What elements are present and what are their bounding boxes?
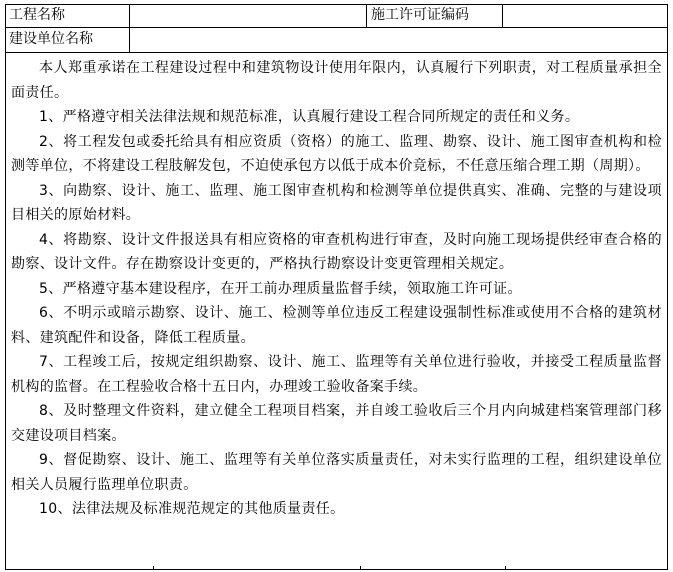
owner-field[interactable] [130, 27, 668, 52]
stub-divider [505, 566, 506, 570]
commitment-item-1: 1、严格遵守相关法律法规和规范标准，认真履行建设工程合同所规定的责任和义务。 [39, 109, 580, 125]
commitment-item-8: 8、及时整理文件资料，建立健全工程项目档案，并自竣工验收后三个月内向城建档案管理部门移交建设项目档案。 [11, 403, 662, 444]
stub-divider [5, 566, 6, 570]
permit-number-field[interactable] [503, 4, 668, 27]
commitment-item-9: 9、督促勘察、设计、施工、监理等有关单位落实质量责任，对未实行监理的工程，组织建设单位相关人员履行监理单位职责。 [11, 452, 662, 493]
project-name-label: 工程名称 [5, 4, 130, 27]
commitment-item-7: 7、工程竣工后，按规定组织勘察、设计、施工、监理等有关单位进行验收，并接受工程质量监督机构的监督。在工程验收合格十五日内，办理竣工验收备案手续。 [11, 354, 662, 395]
commitment-item-4: 4、将勘察、设计文件报送具有相应资格的审查机构进行审查，及时向施工现场提供经审查合格的勘察、设计文件。存在勘察设计变更的，严格执行勘察设计变更管理相关规定。 [11, 231, 662, 272]
commitment-body [5, 52, 668, 570]
project-name-field[interactable] [130, 4, 367, 27]
commitment-item-3: 3、向勘察、设计、施工、监理、施工图审查机构和检测等单位提供真实、准确、完整的与建设项目相关的原始材料。 [11, 182, 662, 223]
header-row-owner [5, 27, 668, 53]
commitment-form [5, 4, 668, 570]
owner-label: 建设单位名称 [5, 27, 130, 52]
permit-number-label: 施工许可证编码 [367, 4, 503, 27]
header-row-project [5, 4, 668, 28]
commitment-item-5: 5、严格遵守基本建设程序，在开工前办理质量监督手续，领取施工许可证。 [39, 280, 522, 297]
commitment-intro: 本人郑重承诺在工程建设过程中和建筑物设计使用年限内，认真履行下列职责，对工程质量承担全面责任。 [11, 60, 662, 101]
commitment-item-6: 6、不明示或暗示勘察、设计、施工、检测等单位违反工程建设强制性标准或使用不合格的建筑材料、建筑配件和设备，降低工程质量。 [11, 305, 662, 346]
stub-divider [667, 566, 668, 570]
next-row-stub [5, 566, 668, 570]
stub-divider [153, 566, 154, 570]
stub-divider [360, 566, 361, 570]
commitment-item-10: 10、法律法规及标准规范规定的其他质量责任。 [39, 501, 345, 517]
commitment-item-2: 2、将工程发包或委托给具有相应资质（资格）的施工、监理、勘察、设计、施工图审查机构和检测等单位，不将建设工程肢解发包，不迫使承包方以低于成本价竞标，不任意压缩合理工期（周期）。 [11, 133, 662, 174]
